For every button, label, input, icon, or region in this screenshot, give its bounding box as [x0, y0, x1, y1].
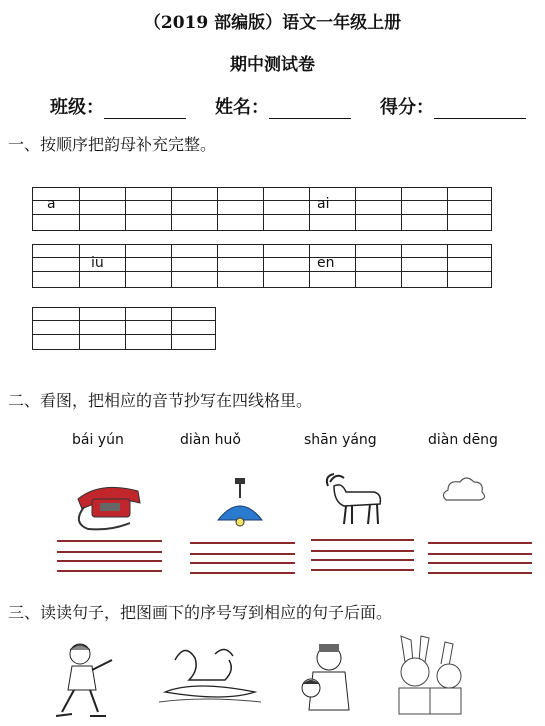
class-field	[50, 93, 186, 119]
pinyin-word: shān yáng	[304, 432, 377, 448]
skating-child-illustration	[52, 640, 122, 720]
writing-box[interactable]	[311, 539, 414, 571]
name-blank[interactable]	[269, 100, 351, 119]
writing-box[interactable]	[57, 540, 162, 572]
telephone-icon	[70, 473, 150, 533]
score-blank[interactable]	[434, 100, 526, 119]
vowel-cell: a	[47, 196, 56, 212]
name-field	[215, 93, 351, 119]
name-label: 姓名：	[215, 97, 269, 118]
pinyin-word: diàn huǒ	[180, 432, 241, 448]
swans-illustration	[155, 640, 265, 710]
section-1-title: 一、按顺序把韵母补充完整。	[8, 135, 217, 154]
class-blank[interactable]	[104, 100, 186, 119]
vowel-grid-row-3	[32, 307, 216, 350]
section-2-title: 二、看图，把相应的音节抄写在四线格里。	[8, 391, 313, 410]
writing-box[interactable]	[190, 542, 295, 574]
grandparent-child-illustration	[295, 640, 355, 720]
page-subtitle: 期中测试卷	[230, 55, 315, 75]
section-3-title: 三、读读句子，把图画下的序号写到相应的句子后面。	[8, 603, 393, 622]
cloud-icon	[438, 472, 488, 512]
goat-icon	[322, 468, 387, 528]
ceiling-lamp-icon	[210, 476, 270, 528]
vowel-cell: iu	[91, 255, 104, 271]
pinyin-word: diàn dēng	[428, 432, 498, 448]
vowel-cell: ai	[317, 196, 330, 212]
vowel-grid-row-2	[32, 244, 492, 288]
vowel-cell: en	[317, 255, 335, 271]
rabbits-reading-illustration	[385, 632, 475, 720]
writing-box[interactable]	[428, 542, 532, 574]
page-title: （2019 部编版）语文一年级上册	[143, 13, 402, 33]
class-label: 班级：	[50, 97, 104, 118]
pinyin-word: bái yún	[72, 432, 124, 448]
vowel-grid-row-1	[32, 187, 492, 231]
score-field	[380, 93, 526, 119]
score-label: 得分：	[380, 97, 434, 118]
